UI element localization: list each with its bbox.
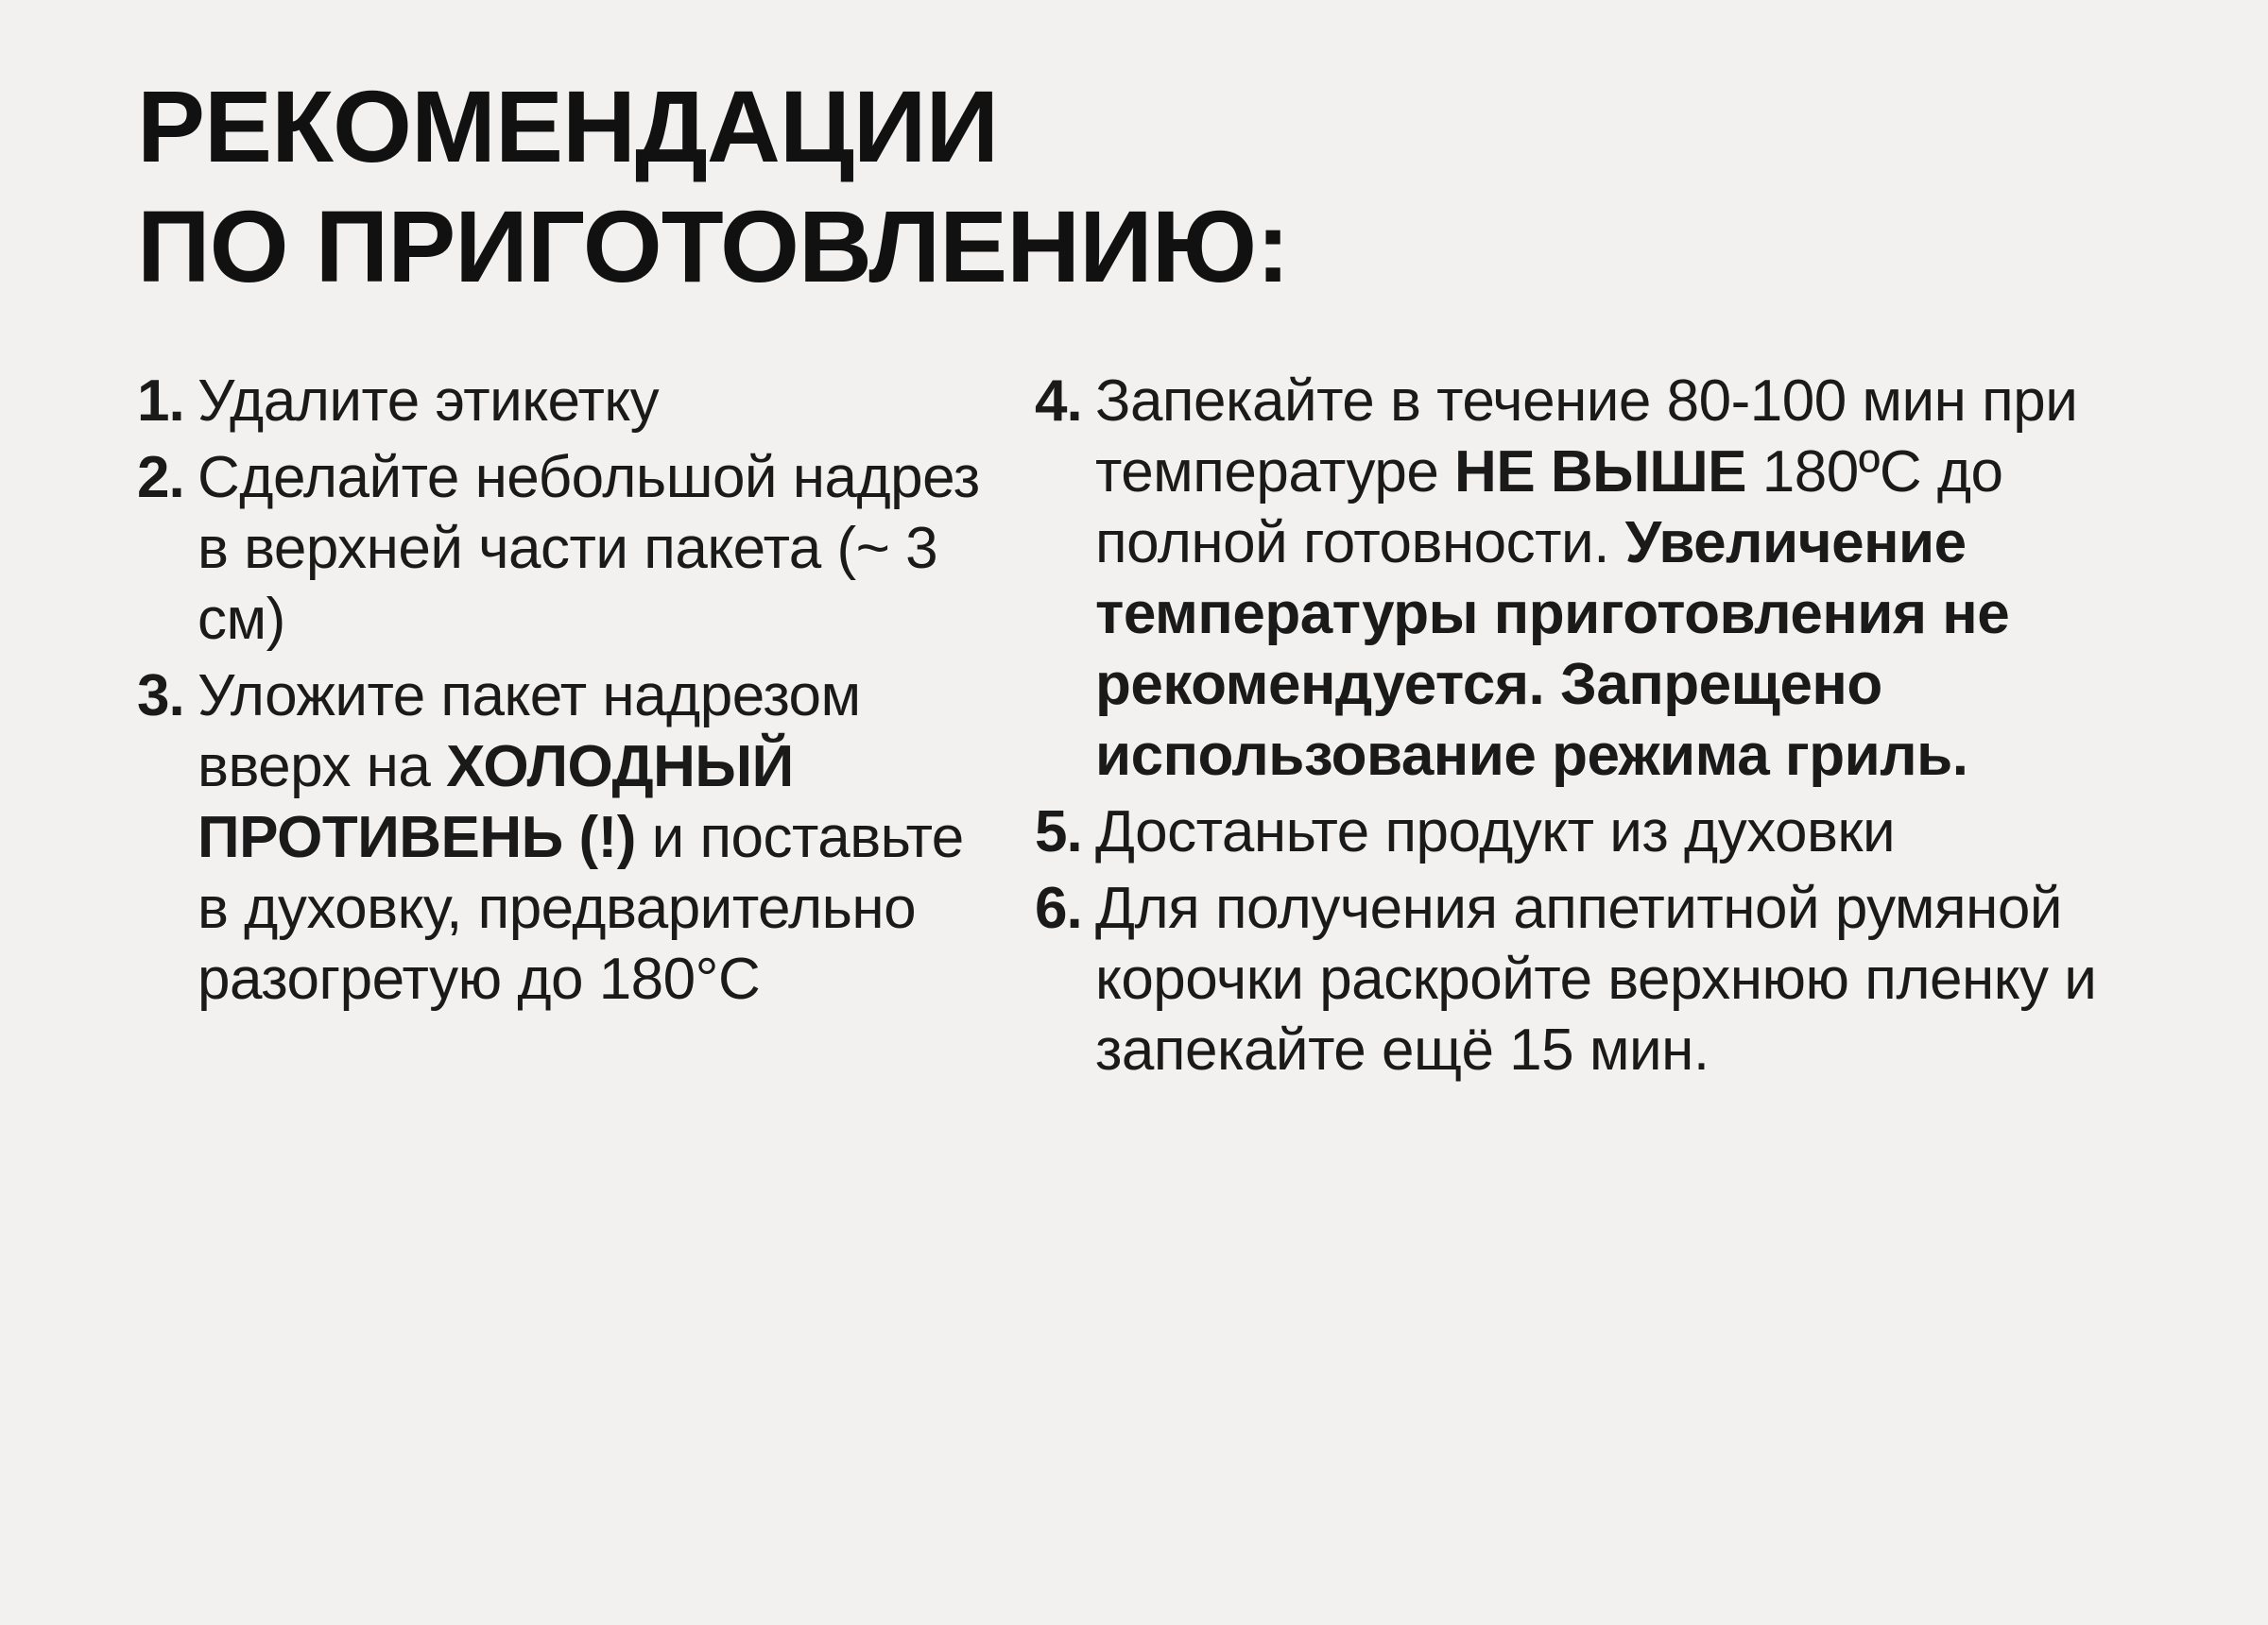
step-number: 5. [1035, 798, 1082, 864]
steps-list-left [137, 366, 1006, 1015]
step-text [1095, 366, 2191, 791]
step-text-fragment: Сделайте небольшой надрез в верхней части пакета (~ 3 см) [198, 444, 980, 652]
step-text-emphasis: Увеличение температуры приготовления не рекомендуется. Запрещено использование режима гриль. [1095, 509, 2010, 788]
step-text-fragment: Для получения аппетитной румяной корочки раскройте верхнюю пленку и запекайте ещё 15 мин. [1095, 875, 2097, 1084]
instructions-columns [137, 366, 2155, 1091]
step-text [1095, 873, 2191, 1086]
steps-list-right [1035, 366, 2197, 1086]
step-number: 4. [1035, 368, 1082, 434]
page-title-line-1: РЕКОМЕНДАЦИИ [137, 69, 999, 183]
instructions-column-left [137, 366, 1006, 1020]
step-number: 1. [137, 368, 184, 434]
step-text-fragment: и поставьте в духовку, предварительно разогретую до 180°С [198, 804, 964, 1012]
step-text-fragment: Достаньте продукт из духовки [1095, 798, 1896, 864]
step-text [1095, 796, 2191, 867]
step-number: 2. [137, 444, 184, 510]
instruction-step [1035, 366, 2197, 791]
instruction-step [1035, 873, 2197, 1086]
step-text-fragment: Удалите этикетку [198, 368, 660, 434]
step-number: 3. [137, 662, 184, 728]
instructions-column-right [1035, 366, 2197, 1091]
step-text-emphasis: НЕ ВЫШЕ [1454, 438, 1747, 505]
step-text [198, 442, 982, 655]
page-title [137, 66, 2155, 307]
instruction-step [137, 366, 1006, 436]
step-text [198, 660, 982, 1015]
instruction-step [137, 660, 1006, 1015]
step-text-fragment: Запекайте в течение 80-100 мин при температуре [1095, 368, 2078, 505]
step-text [198, 366, 982, 436]
step-text-fragment: 180ºС до полной готовности. [1095, 438, 2003, 575]
instruction-step [1035, 796, 2197, 867]
step-text-emphasis: ХОЛОДНЫЙ ПРОТИВЕНЬ (!) [198, 733, 794, 870]
step-text-fragment: Уложите пакет надрезом вверх на [198, 662, 861, 799]
page-title-line-2: ПО ПРИГОТОВЛЕНИЮ: [137, 189, 1290, 304]
instruction-step [137, 442, 1006, 655]
step-number: 6. [1035, 875, 1082, 941]
